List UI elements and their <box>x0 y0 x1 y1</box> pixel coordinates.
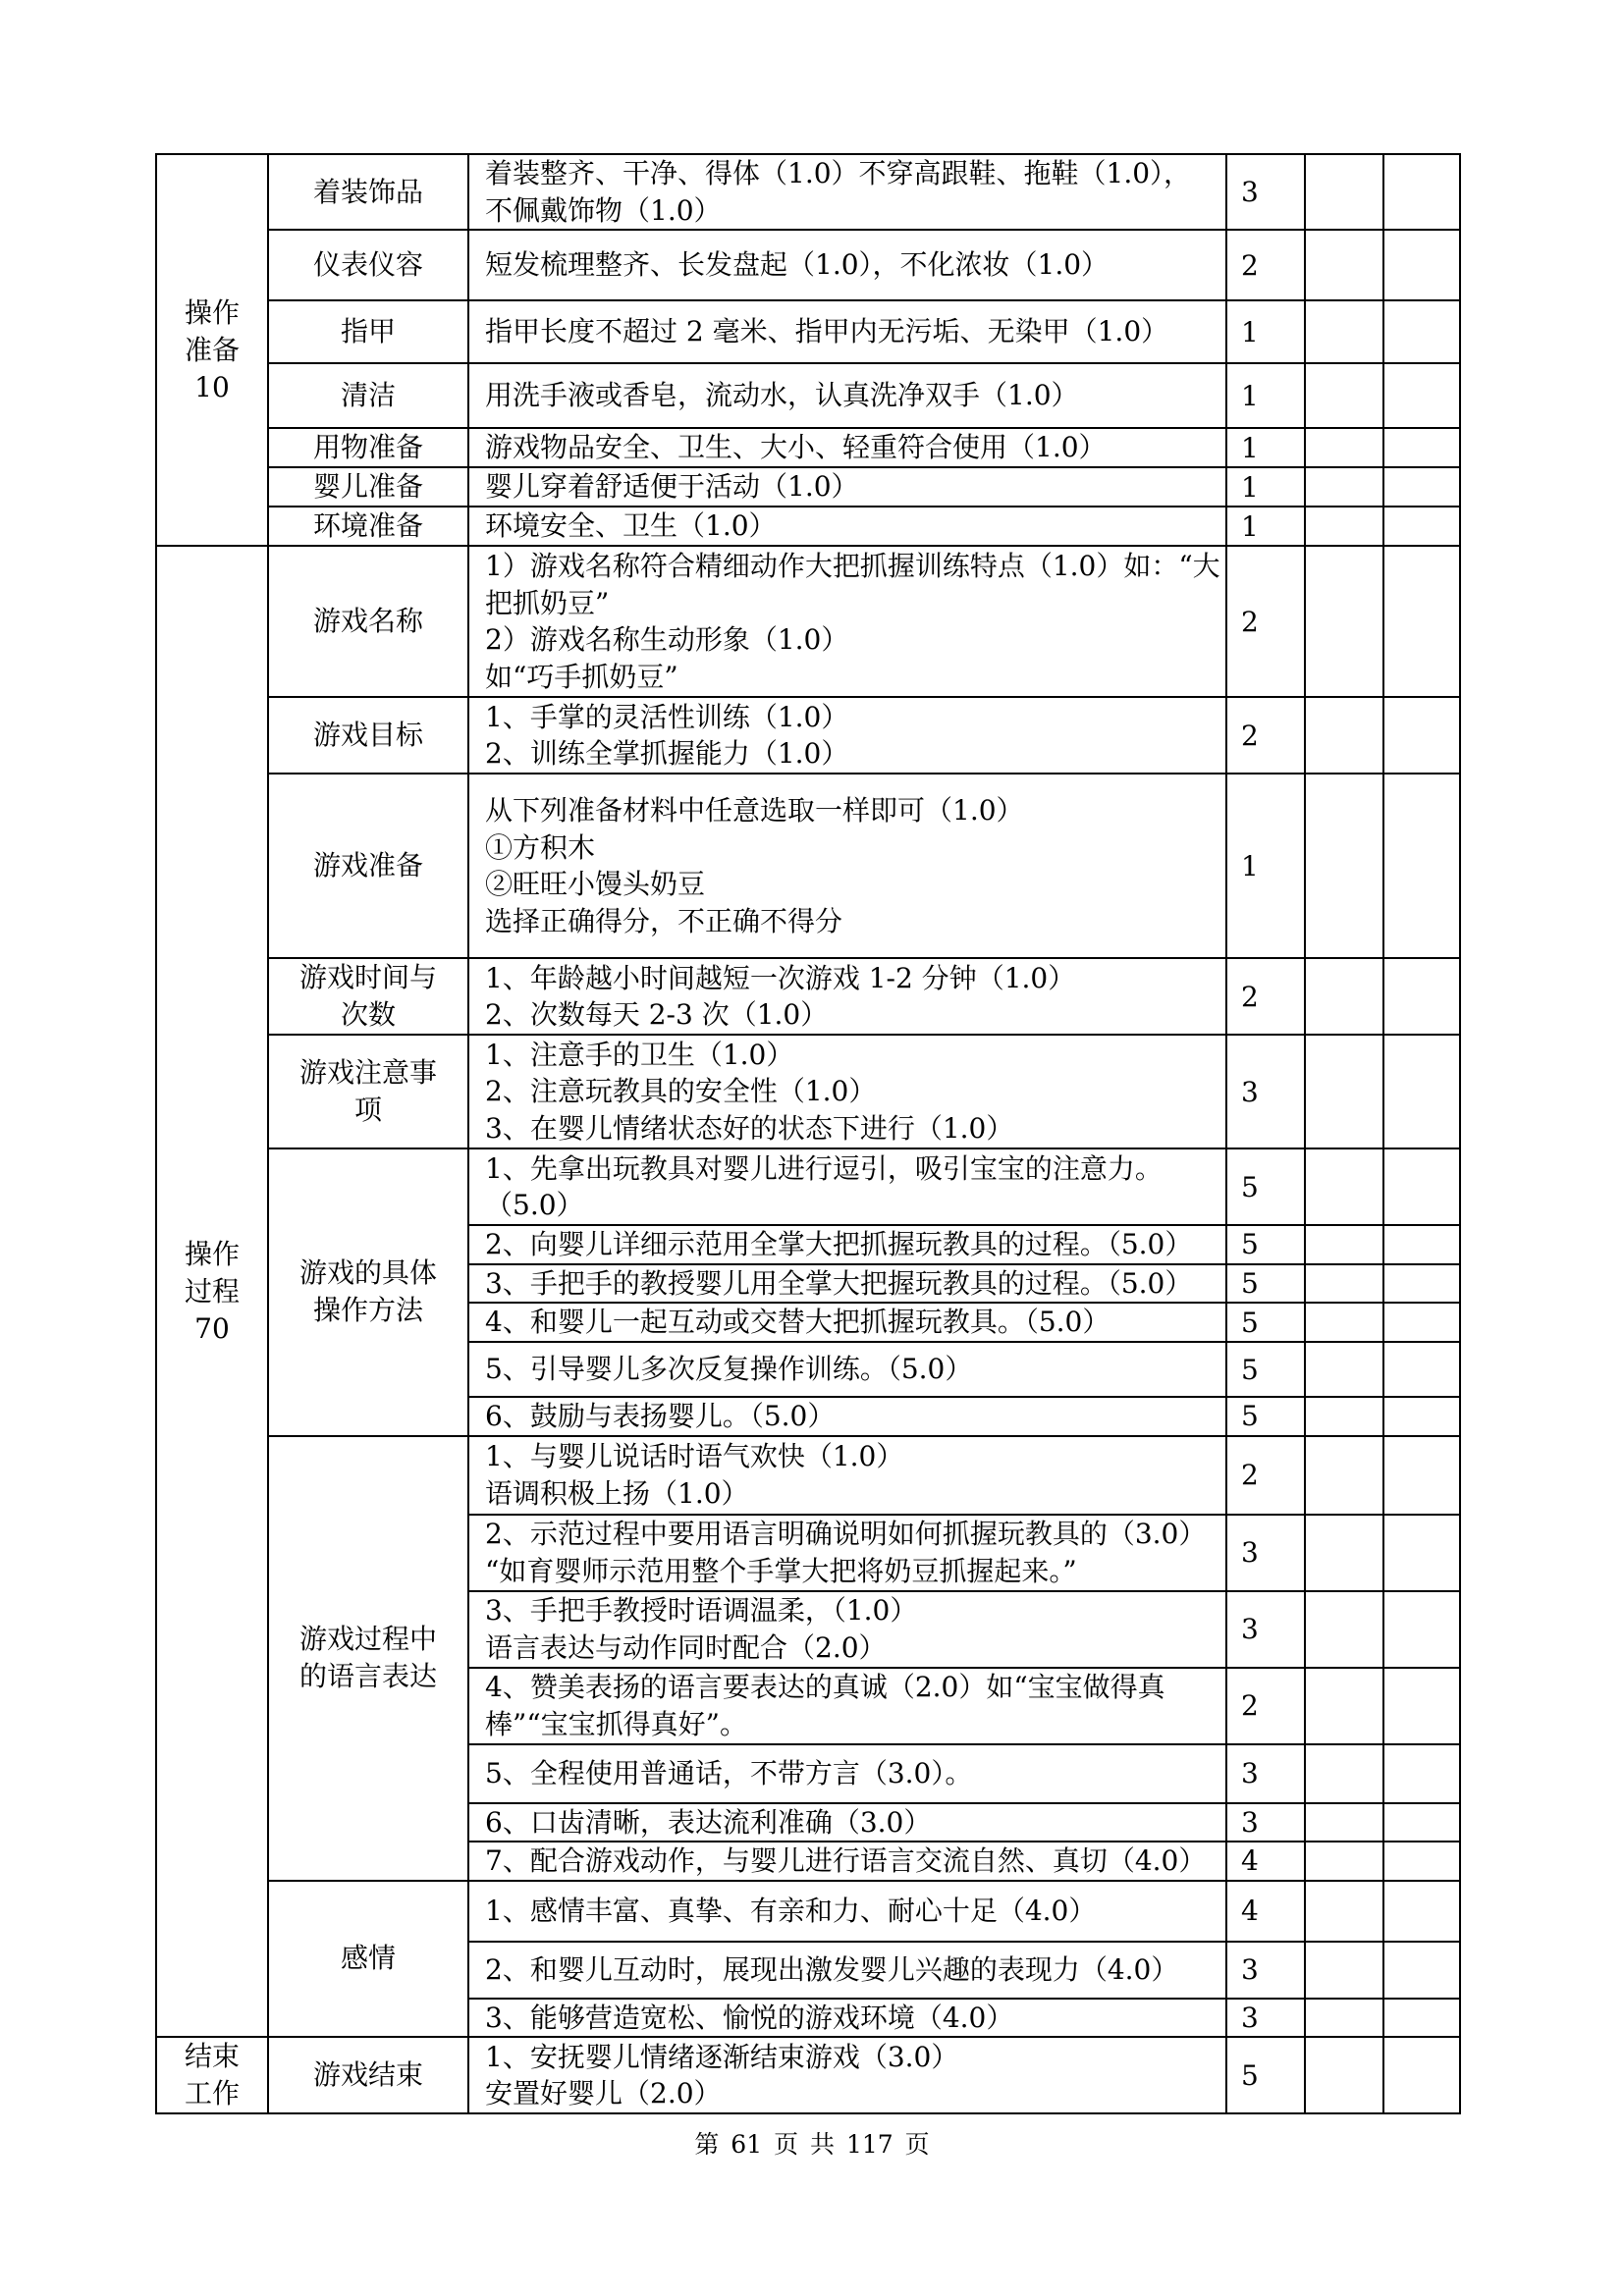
criteria-cell <box>468 1744 1226 1803</box>
text-line: 1、与婴儿说话时语气欢快（1.0） <box>485 1440 904 1472</box>
score-cell: 2 <box>1226 546 1305 697</box>
table-row <box>156 1881 1460 1942</box>
text-line: 3、手把手教授时语调温柔，（1.0） <box>485 1594 918 1627</box>
item-cell <box>268 1035 468 1148</box>
text-line: 感情 <box>340 1942 396 1975</box>
reason-cell <box>1383 1342 1460 1397</box>
table-row <box>156 1436 1460 1515</box>
deduction-cell <box>1305 1035 1383 1148</box>
text-line: 1、注意手的卫生（1.0） <box>485 1038 794 1071</box>
reason-cell <box>1383 697 1460 774</box>
criteria-cell <box>468 300 1226 363</box>
score-cell: 1 <box>1226 774 1305 958</box>
reason-cell <box>1383 230 1460 300</box>
scoring-table <box>155 153 1461 2114</box>
deduction-cell <box>1305 1668 1383 1744</box>
criteria-cell <box>468 1303 1226 1342</box>
text-line: 结束 <box>184 2040 240 2072</box>
score-cell: 4 <box>1226 1842 1305 1881</box>
text-line: 70 <box>194 1311 230 1345</box>
text-line: 游戏物品安全、卫生、大小、轻重符合使用（1.0） <box>485 431 1107 464</box>
item-cell <box>268 697 468 774</box>
score-cell: 5 <box>1226 1397 1305 1436</box>
score-cell: 2 <box>1226 1436 1305 1515</box>
text-line: 7、配合游戏动作，与婴儿进行语言交流自然、真切（4.0） <box>485 1844 1207 1877</box>
deduction-cell <box>1305 1303 1383 1342</box>
score-cell: 1 <box>1226 363 1305 428</box>
table-row <box>156 546 1460 697</box>
item-cell <box>268 774 468 958</box>
item-cell <box>268 546 468 697</box>
text-line: 不佩戴饰物（1.0） <box>485 193 722 227</box>
score-cell: 5 <box>1226 1225 1305 1264</box>
text-line: 3、能够营造宽松、愉悦的游戏环境（4.0） <box>485 2001 1014 2034</box>
text-line: 项 <box>353 1094 382 1126</box>
reason-cell <box>1383 1035 1460 1148</box>
item-cell <box>268 230 468 300</box>
text-line: 2）游戏名称生动形象（1.0） <box>485 623 849 656</box>
text-line: 从下列准备材料中任意选取一样即可（1.0） <box>485 794 1024 827</box>
text-line: 4、和婴儿一起互动或交替大把抓握玩教具。（5.0） <box>485 1306 1110 1339</box>
criteria-cell <box>468 230 1226 300</box>
deduction-cell <box>1305 230 1383 300</box>
reason-cell <box>1383 1148 1460 1225</box>
text-line: 2、向婴儿详细示范用全掌大把抓握玩教具的过程。（5.0） <box>485 1228 1193 1260</box>
text-line: 指甲长度不超过 2 毫米、指甲内无污垢、无染甲（1.0） <box>485 315 1169 348</box>
text-line: 婴儿准备 <box>312 470 423 503</box>
text-line: 着装饰品 <box>312 175 423 208</box>
item-cell <box>268 467 468 507</box>
reason-cell <box>1383 2037 1460 2113</box>
criteria-cell <box>468 1264 1226 1304</box>
text-line: 仪表仪容 <box>312 248 423 281</box>
reason-cell <box>1383 1303 1460 1342</box>
score-cell: 1 <box>1226 507 1305 546</box>
reason-cell <box>1383 1942 1460 1999</box>
text-line: 5、引导婴儿多次反复操作训练。（5.0） <box>485 1353 973 1386</box>
table-row <box>156 300 1460 363</box>
text-line: 选择正确得分，不正确不得分 <box>485 904 843 937</box>
text-line: 准备 <box>184 333 240 366</box>
text-line: 游戏的具体 <box>298 1256 437 1290</box>
text-line: 清洁 <box>340 379 396 411</box>
text-line: 过程 <box>184 1274 240 1308</box>
reason-cell <box>1383 507 1460 546</box>
text-line: 环境安全、卫生（1.0） <box>485 509 777 543</box>
category-cell <box>156 154 268 546</box>
criteria-cell <box>468 546 1226 697</box>
deduction-cell <box>1305 1515 1383 1591</box>
text-line: 如“巧手抓奶豆” <box>485 660 678 693</box>
deduction-cell <box>1305 1881 1383 1942</box>
item-cell <box>268 428 468 467</box>
score-cell: 3 <box>1226 1035 1305 1148</box>
criteria-cell <box>468 428 1226 467</box>
text-line: 操作方法 <box>312 1294 423 1327</box>
item-cell <box>268 2037 468 2113</box>
score-cell: 5 <box>1226 1342 1305 1397</box>
score-cell: 5 <box>1226 2037 1305 2113</box>
text-line: 安置好婴儿（2.0） <box>485 2077 722 2109</box>
deduction-cell <box>1305 507 1383 546</box>
text-line: 婴儿穿着舒适便于活动（1.0） <box>485 470 859 504</box>
text-line: 2、和婴儿互动时，展现出激发婴儿兴趣的表现力（4.0） <box>485 1952 1179 1986</box>
text-line: 语言表达与动作同时配合（2.0） <box>485 1630 887 1664</box>
reason-cell <box>1383 1225 1460 1264</box>
score-cell: 1 <box>1226 428 1305 467</box>
score-cell: 3 <box>1226 154 1305 230</box>
table-row <box>156 1035 1460 1148</box>
text-line: 1、安抚婴儿情绪逐渐结束游戏（3.0） <box>485 2040 959 2073</box>
table-row <box>156 697 1460 774</box>
score-cell: 1 <box>1226 467 1305 507</box>
text-line: 语调积极上扬（1.0） <box>485 1476 749 1510</box>
text-line: 游戏时间与 <box>298 961 437 993</box>
criteria-cell <box>468 697 1226 774</box>
reason-cell <box>1383 1881 1460 1942</box>
text-line: 短发梳理整齐、长发盘起（1.0），不化浓妆（1.0） <box>485 248 1110 282</box>
text-line: 1、年龄越小时间越短一次游戏 1-2 分钟（1.0） <box>485 961 1076 994</box>
deduction-cell <box>1305 2037 1383 2113</box>
text-line: 游戏准备 <box>312 849 423 881</box>
text-line: 3、手把手的教授婴儿用全掌大把握玩教具的过程。（5.0） <box>485 1266 1193 1300</box>
table-row <box>156 958 1460 1035</box>
text-line: 2、注意玩教具的安全性（1.0） <box>485 1075 877 1108</box>
deduction-cell <box>1305 1591 1383 1668</box>
criteria-cell <box>468 1035 1226 1148</box>
text-line: 4、赞美表扬的语言要表达的真诚（2.0）如“宝宝做得真 <box>485 1671 1165 1703</box>
criteria-cell <box>468 1881 1226 1942</box>
category-cell <box>156 2037 268 2113</box>
table-row <box>156 154 1460 230</box>
criteria-cell <box>468 1342 1226 1397</box>
criteria-cell <box>468 1999 1226 2038</box>
deduction-cell <box>1305 774 1383 958</box>
criteria-cell <box>468 1803 1226 1842</box>
text-line: （5.0） <box>485 1189 584 1221</box>
criteria-cell <box>468 958 1226 1035</box>
text-line: 游戏结束 <box>312 2058 423 2091</box>
page-footer: 第 61 页 共 117 页 <box>694 2130 930 2159</box>
item-cell <box>268 958 468 1035</box>
score-cell: 5 <box>1226 1148 1305 1225</box>
deduction-cell <box>1305 1397 1383 1436</box>
text-line: 棒”“宝宝抓得真好”。 <box>485 1707 747 1740</box>
reason-cell <box>1383 300 1460 363</box>
item-cell <box>268 1881 468 2038</box>
text-line: 次数 <box>340 998 396 1031</box>
reason-cell <box>1383 1591 1460 1668</box>
text-line: ①方积木 <box>485 830 596 864</box>
item-cell <box>268 300 468 363</box>
table-row <box>156 774 1460 958</box>
deduction-cell <box>1305 546 1383 697</box>
reason-cell <box>1383 1397 1460 1436</box>
item-cell <box>268 1436 468 1881</box>
reason-cell <box>1383 774 1460 958</box>
text-line: 6、鼓励与表扬婴儿。（5.0） <box>485 1400 836 1432</box>
reason-cell <box>1383 467 1460 507</box>
criteria-cell <box>468 154 1226 230</box>
criteria-cell <box>468 1148 1226 1225</box>
text-line: 游戏名称 <box>312 605 423 637</box>
text-line: 6、口齿清晰，表达流利准确（3.0） <box>485 1805 932 1839</box>
deduction-cell <box>1305 697 1383 774</box>
text-line: 1、先拿出玩教具对婴儿进行逗引，吸引宝宝的注意力。 <box>485 1151 1163 1185</box>
text-line: 工作 <box>184 2077 240 2109</box>
score-cell: 3 <box>1226 1942 1305 1999</box>
category-cell <box>156 546 268 2037</box>
reason-cell <box>1383 1668 1460 1744</box>
item-cell <box>268 154 468 230</box>
criteria-cell <box>468 507 1226 546</box>
reason-cell <box>1383 1744 1460 1803</box>
reason-cell <box>1383 1515 1460 1591</box>
reason-cell <box>1383 363 1460 428</box>
table-row <box>156 230 1460 300</box>
text-line: 用物准备 <box>312 431 423 463</box>
text-line: 游戏过程中 <box>298 1623 437 1655</box>
criteria-cell <box>468 467 1226 507</box>
item-cell <box>268 363 468 428</box>
text-line: 用洗手液或香皂，流动水，认真洗净双手（1.0） <box>485 379 1079 412</box>
table-row <box>156 507 1460 546</box>
score-cell: 4 <box>1226 1881 1305 1942</box>
text-line: 游戏注意事 <box>298 1056 437 1089</box>
score-cell: 5 <box>1226 1264 1305 1304</box>
table-row <box>156 363 1460 428</box>
deduction-cell <box>1305 1264 1383 1304</box>
deduction-cell <box>1305 1225 1383 1264</box>
criteria-cell <box>468 1591 1226 1668</box>
deduction-cell <box>1305 1744 1383 1803</box>
text-line: 指甲 <box>340 315 396 347</box>
score-cell: 3 <box>1226 1999 1305 2038</box>
score-cell: 3 <box>1226 1744 1305 1803</box>
criteria-cell <box>468 1397 1226 1436</box>
deduction-cell <box>1305 1842 1383 1881</box>
text-line: 1）游戏名称符合精细动作大把抓握训练特点（1.0）如：“大 <box>485 550 1220 582</box>
text-line: 10 <box>194 370 230 403</box>
deduction-cell <box>1305 154 1383 230</box>
reason-cell <box>1383 958 1460 1035</box>
score-cell: 2 <box>1226 697 1305 774</box>
criteria-cell <box>468 1436 1226 1515</box>
deduction-cell <box>1305 467 1383 507</box>
text-line: 1、手掌的灵活性训练（1.0） <box>485 700 849 733</box>
text-line: 游戏目标 <box>312 719 423 751</box>
criteria-cell <box>468 774 1226 958</box>
score-cell: 2 <box>1226 230 1305 300</box>
score-cell: 2 <box>1226 958 1305 1035</box>
text-line: 环境准备 <box>312 509 423 542</box>
reason-cell <box>1383 1842 1460 1881</box>
deduction-cell <box>1305 1999 1383 2038</box>
text-line: 3、在婴儿情绪状态好的状态下进行（1.0） <box>485 1111 1014 1145</box>
deduction-cell <box>1305 300 1383 363</box>
reason-cell <box>1383 546 1460 697</box>
text-line: 5、全程使用普通话，不带方言（3.0）。 <box>485 1756 973 1789</box>
text-line: “如育婴师示范用整个手掌大把将奶豆抓握起来。” <box>485 1554 1077 1587</box>
score-cell: 3 <box>1226 1803 1305 1842</box>
criteria-cell <box>468 1515 1226 1591</box>
deduction-cell <box>1305 428 1383 467</box>
deduction-cell <box>1305 1342 1383 1397</box>
reason-cell <box>1383 1436 1460 1515</box>
text-line: 1、感情丰富、真挚、有亲和力、耐心十足（4.0） <box>485 1894 1097 1927</box>
criteria-cell <box>468 1942 1226 1999</box>
score-cell: 1 <box>1226 300 1305 363</box>
score-cell: 2 <box>1226 1668 1305 1744</box>
item-cell <box>268 507 468 546</box>
table-row <box>156 467 1460 507</box>
score-cell: 3 <box>1226 1515 1305 1591</box>
criteria-cell <box>468 2037 1226 2113</box>
table-row <box>156 1148 1460 1225</box>
text-line: 把抓奶豆” <box>485 586 610 619</box>
score-cell: 3 <box>1226 1591 1305 1668</box>
table-row <box>156 428 1460 467</box>
deduction-cell <box>1305 1803 1383 1842</box>
deduction-cell <box>1305 1148 1383 1225</box>
item-cell <box>268 1148 468 1436</box>
reason-cell <box>1383 1803 1460 1842</box>
criteria-cell <box>468 1842 1226 1881</box>
text-line: 着装整齐、干净、得体（1.0）不穿高跟鞋、拖鞋（1.0）， <box>485 157 1192 189</box>
deduction-cell <box>1305 958 1383 1035</box>
text-line: 操作 <box>184 295 240 329</box>
table-row <box>156 2037 1460 2113</box>
reason-cell <box>1383 1999 1460 2038</box>
reason-cell <box>1383 1264 1460 1304</box>
text-line: 的语言表达 <box>298 1660 437 1692</box>
score-cell: 5 <box>1226 1303 1305 1342</box>
criteria-cell <box>468 363 1226 428</box>
reason-cell <box>1383 154 1460 230</box>
deduction-cell <box>1305 1436 1383 1515</box>
scoring-table-body <box>156 154 1460 2113</box>
reason-cell <box>1383 428 1460 467</box>
deduction-cell <box>1305 1942 1383 1999</box>
text-line: 操作 <box>184 1237 240 1270</box>
criteria-cell <box>468 1668 1226 1744</box>
text-line: 2、训练全掌抓握能力（1.0） <box>485 737 849 770</box>
text-line: 2、示范过程中要用语言明确说明如何抓握玩教具的（3.0） <box>485 1518 1207 1550</box>
text-line: ②旺旺小馒头奶豆 <box>485 868 706 900</box>
text-line: 2、次数每天 2-3 次（1.0） <box>485 998 829 1031</box>
deduction-cell <box>1305 363 1383 428</box>
criteria-cell <box>468 1225 1226 1264</box>
